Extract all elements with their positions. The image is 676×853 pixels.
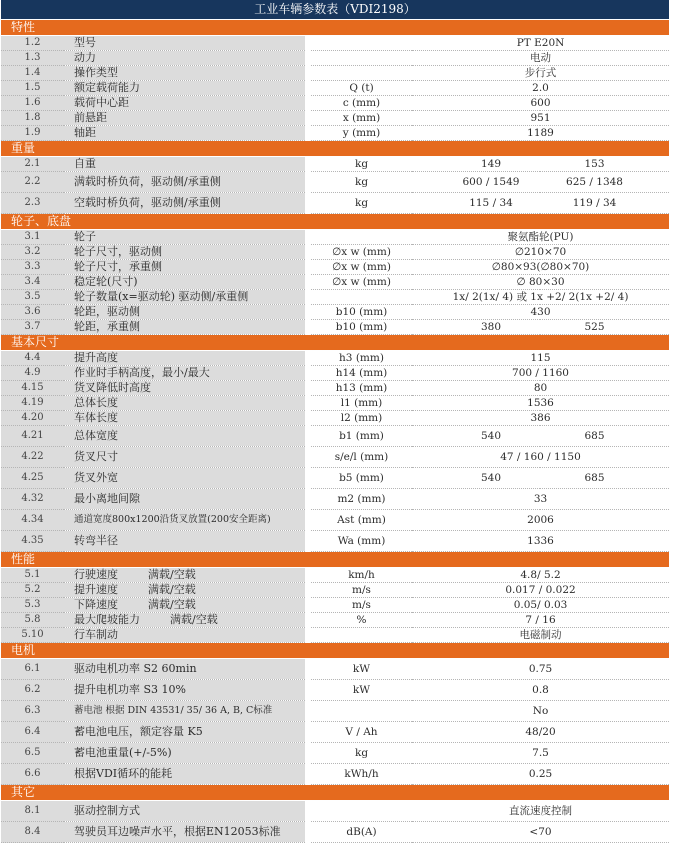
row-value-right: 685: [540, 426, 669, 447]
description-text: 货叉降低时高度: [74, 381, 151, 394]
description-condition: 满载/空载: [148, 598, 196, 611]
row-number: 4.21: [1, 426, 64, 447]
row-number: 1.5: [1, 81, 64, 96]
row-number: 5.2: [1, 583, 64, 598]
row-value: 2.0: [412, 81, 669, 96]
row-description: [64, 66, 308, 81]
row-unit: [308, 66, 412, 81]
row-number: 6.3: [1, 701, 64, 722]
row-number: 2.3: [1, 193, 64, 214]
section-header: [1, 643, 669, 659]
row-number: 4.35: [1, 531, 64, 552]
row-unit: m/s: [308, 598, 412, 613]
table-row: [1, 426, 669, 447]
row-number: 8.1: [1, 801, 64, 822]
row-description: [64, 320, 308, 335]
row-unit: [308, 701, 412, 722]
row-number: 3.7: [1, 320, 64, 335]
table-row: [1, 172, 669, 193]
row-value: 951: [412, 111, 669, 126]
description-text: 驾驶员耳边噪声水平，根据EN12053标准: [74, 825, 281, 838]
row-description: [64, 531, 308, 552]
row-unit: x (mm): [308, 111, 412, 126]
row-description: [64, 366, 308, 381]
row-value: ∅ 80×30: [412, 275, 669, 290]
description-text: 总体长度: [74, 396, 118, 409]
row-description: [64, 351, 308, 366]
table-row: [1, 822, 669, 843]
row-number: 6.2: [1, 680, 64, 701]
row-description: [64, 230, 308, 245]
row-unit: Q (t): [308, 81, 412, 96]
row-value-left: 115 / 34: [412, 193, 540, 214]
row-unit: h13 (mm): [308, 381, 412, 396]
table-row: [1, 680, 669, 701]
row-value-right: 119 / 34: [540, 193, 669, 214]
row-unit: kg: [308, 172, 412, 193]
table-row: [1, 126, 669, 141]
row-description: [64, 764, 308, 785]
description-text: 额定载荷能力: [74, 81, 140, 94]
section-title: 电机: [1, 643, 669, 659]
table-row: [1, 260, 669, 275]
description-text: 轮子尺寸，承重侧: [74, 260, 162, 273]
description-text: 轮子尺寸，驱动侧: [74, 245, 162, 258]
row-number: 4.15: [1, 381, 64, 396]
row-value-right: 685: [540, 468, 669, 489]
row-value: 0.75: [412, 659, 669, 680]
row-unit: [308, 628, 412, 643]
description-text: 货叉尺寸: [74, 450, 118, 463]
table-row: [1, 598, 669, 613]
row-unit: ∅x w (mm): [308, 245, 412, 260]
table-row: [1, 722, 669, 743]
table-row: [1, 36, 669, 51]
row-description: [64, 426, 308, 447]
row-number: 4.20: [1, 411, 64, 426]
description-text: 提升高度: [74, 351, 118, 364]
description-text: 作业时手柄高度，最小/最大: [74, 366, 210, 379]
row-number: 3.4: [1, 275, 64, 290]
row-value: 47 / 160 / 1150: [412, 447, 669, 468]
table-row: [1, 510, 669, 531]
row-value: 步行式: [412, 66, 669, 81]
table-row: [1, 81, 669, 96]
section-header: [1, 552, 669, 568]
table-row: [1, 659, 669, 680]
row-number: 4.25: [1, 468, 64, 489]
table-row: [1, 628, 669, 643]
section-header: [1, 335, 669, 351]
row-value: 0.8: [412, 680, 669, 701]
description-text: 车体长度: [74, 411, 118, 424]
table-row: [1, 613, 669, 628]
row-unit: kWh/h: [308, 764, 412, 785]
row-value: 7 / 16: [412, 613, 669, 628]
description-text: 最小离地间隙: [74, 492, 140, 505]
row-unit: ∅x w (mm): [308, 260, 412, 275]
row-description: [64, 822, 308, 843]
row-unit: Wa (mm): [308, 531, 412, 552]
row-number: 3.5: [1, 290, 64, 305]
row-number: 6.4: [1, 722, 64, 743]
row-number: 3.3: [1, 260, 64, 275]
row-number: 4.32: [1, 489, 64, 510]
row-unit: m/s: [308, 583, 412, 598]
row-unit: b5 (mm): [308, 468, 412, 489]
row-value-left: 540: [412, 426, 540, 447]
row-number: 6.1: [1, 659, 64, 680]
section-title: 其它: [1, 785, 669, 801]
row-unit: km/h: [308, 568, 412, 583]
row-description: [64, 701, 308, 722]
row-description: [64, 722, 308, 743]
row-value: 4.8/ 5.2: [412, 568, 669, 583]
row-value: 7.5: [412, 743, 669, 764]
row-description: [64, 743, 308, 764]
row-unit: kg: [308, 157, 412, 172]
description-text: 总体宽度: [74, 429, 118, 442]
row-description: [64, 583, 308, 598]
row-unit: [308, 230, 412, 245]
row-description: [64, 96, 308, 111]
row-value: 80: [412, 381, 669, 396]
row-value: 48/20: [412, 722, 669, 743]
table-row: [1, 411, 669, 426]
description-condition: 满载/空载: [170, 613, 218, 626]
row-unit: h3 (mm): [308, 351, 412, 366]
section-header: [1, 20, 669, 36]
row-description: [64, 305, 308, 320]
row-description: [64, 126, 308, 141]
row-description: [64, 260, 308, 275]
table-row: [1, 489, 669, 510]
row-number: 1.2: [1, 36, 64, 51]
row-description: [64, 680, 308, 701]
row-unit: [308, 801, 412, 822]
row-number: 5.1: [1, 568, 64, 583]
section-title: 特性: [1, 20, 669, 36]
row-description: [64, 275, 308, 290]
row-number: 5.3: [1, 598, 64, 613]
section-title: 性能: [1, 552, 669, 568]
row-number: 1.3: [1, 51, 64, 66]
row-unit: [308, 290, 412, 305]
row-value: 430: [412, 305, 669, 320]
row-description: [64, 468, 308, 489]
description-text: 满载时桥负荷，驱动侧/承重侧: [74, 175, 221, 188]
row-unit: V / Ah: [308, 722, 412, 743]
section-header: [1, 141, 669, 157]
description-text: 货叉外宽: [74, 471, 118, 484]
table-row: [1, 245, 669, 260]
table-row: [1, 157, 669, 172]
row-unit: c (mm): [308, 96, 412, 111]
row-description: [64, 193, 308, 214]
table-row: [1, 366, 669, 381]
row-value: <70: [412, 822, 669, 843]
row-description: [64, 411, 308, 426]
description-text: 轴距: [74, 126, 96, 139]
description-text: 转弯半径: [74, 534, 118, 547]
row-unit: dB(A): [308, 822, 412, 843]
row-description: [64, 613, 308, 628]
description-text: 轮子: [74, 230, 96, 243]
row-description: [64, 172, 308, 193]
description-text: 驱动电机功率 S2 60min: [74, 662, 197, 675]
row-unit: l1 (mm): [308, 396, 412, 411]
row-value-left: 540: [412, 468, 540, 489]
row-value: 0.25: [412, 764, 669, 785]
table-row: [1, 701, 669, 722]
row-description: [64, 510, 308, 531]
row-description: [64, 290, 308, 305]
table-row: [1, 230, 669, 245]
row-unit: %: [308, 613, 412, 628]
row-number: 1.4: [1, 66, 64, 81]
section-title: 轮子、底盘: [1, 214, 669, 230]
row-number: 4.4: [1, 351, 64, 366]
description-text: 轮距，承重侧: [74, 320, 140, 333]
row-unit: s/e/l (mm): [308, 447, 412, 468]
description-text: 稳定轮(尺寸): [74, 275, 138, 288]
table-row: [1, 351, 669, 366]
row-description: [64, 396, 308, 411]
table-row: [1, 290, 669, 305]
row-number: 1.6: [1, 96, 64, 111]
description-text: 提升速度: [74, 583, 118, 596]
row-description: [64, 111, 308, 126]
row-number: 4.34: [1, 510, 64, 531]
row-number: 3.6: [1, 305, 64, 320]
row-value: ∅80×93(∅80×70): [412, 260, 669, 275]
row-description: [64, 245, 308, 260]
table-row: [1, 568, 669, 583]
row-description: [64, 801, 308, 822]
row-unit: m2 (mm): [308, 489, 412, 510]
row-value: 0.05/ 0.03: [412, 598, 669, 613]
table-row: [1, 447, 669, 468]
table-row: [1, 468, 669, 489]
row-value-left: 380: [412, 320, 540, 335]
row-number: 1.9: [1, 126, 64, 141]
row-value-right: 153: [540, 157, 669, 172]
row-value: PT E20N: [412, 36, 669, 51]
row-value-left: 600 / 1549: [412, 172, 540, 193]
description-text: 操作类型: [74, 66, 118, 79]
description-text: 轮子数量(x=驱动轮) 驱动侧/承重侧: [74, 290, 249, 303]
row-number: 1.8: [1, 111, 64, 126]
table-row: [1, 275, 669, 290]
row-description: [64, 381, 308, 396]
table-row: [1, 743, 669, 764]
row-description: [64, 659, 308, 680]
row-value: 1189: [412, 126, 669, 141]
description-text: 根据VDI循环的能耗: [74, 767, 173, 780]
table-row: [1, 111, 669, 126]
description-text: 通道宽度800x1200沿货叉放置(200安全距离): [74, 514, 271, 525]
table-row: [1, 764, 669, 785]
row-value: 1536: [412, 396, 669, 411]
description-text: 蓄电池重量(+/-5%): [74, 746, 172, 759]
description-text: 前悬距: [74, 111, 107, 124]
row-description: [64, 489, 308, 510]
row-value: 33: [412, 489, 669, 510]
row-value: 直流速度控制: [412, 801, 669, 822]
row-value: No: [412, 701, 669, 722]
row-number: 6.5: [1, 743, 64, 764]
row-value: 600: [412, 96, 669, 111]
row-number: 4.9: [1, 366, 64, 381]
row-description: [64, 628, 308, 643]
row-description: [64, 447, 308, 468]
description-text: 最大爬坡能力: [74, 613, 140, 626]
row-number: 3.2: [1, 245, 64, 260]
row-number: 8.4: [1, 822, 64, 843]
row-description: [64, 598, 308, 613]
row-value: 1x/ 2(1x/ 4) 或 1x +2/ 2(1x +2/ 4): [412, 290, 669, 305]
row-description: [64, 36, 308, 51]
sheet-title: 工业车辆参数表（VDI2198）: [1, 0, 669, 19]
table-row: [1, 193, 669, 214]
row-unit: ∅x w (mm): [308, 275, 412, 290]
section-title: 基本尺寸: [1, 335, 669, 351]
row-unit: Ast (mm): [308, 510, 412, 531]
row-value: ∅210×70: [412, 245, 669, 260]
row-value: 电动: [412, 51, 669, 66]
row-number: 5.8: [1, 613, 64, 628]
table-row: [1, 396, 669, 411]
description-text: 型号: [74, 36, 96, 49]
spec-table: [1, 20, 669, 843]
description-text: 自重: [74, 157, 96, 170]
row-unit: kW: [308, 659, 412, 680]
table-row: [1, 320, 669, 335]
row-description: [64, 157, 308, 172]
row-unit: [308, 51, 412, 66]
row-unit: h14 (mm): [308, 366, 412, 381]
row-value: 386: [412, 411, 669, 426]
section-header: [1, 214, 669, 230]
description-text: 空载时桥负荷，驱动侧/承重侧: [74, 196, 221, 209]
description-text: 行车制动: [74, 628, 118, 641]
row-description: [64, 568, 308, 583]
row-unit: b10 (mm): [308, 305, 412, 320]
row-number: 4.19: [1, 396, 64, 411]
description-condition: 满载/空载: [148, 583, 196, 596]
row-value: 2006: [412, 510, 669, 531]
table-row: [1, 531, 669, 552]
table-row: [1, 51, 669, 66]
description-text: 轮距，驱动侧: [74, 305, 140, 318]
description-text: 蓄电池 根据 DIN 43531/ 35/ 36 A, B, C标准: [74, 705, 273, 716]
row-description: [64, 51, 308, 66]
description-text: 驱动控制方式: [74, 804, 140, 817]
row-number: 3.1: [1, 230, 64, 245]
description-condition: 满载/空载: [148, 568, 196, 581]
row-value: 1336: [412, 531, 669, 552]
section-header: [1, 785, 669, 801]
row-number: 6.6: [1, 764, 64, 785]
row-unit: l2 (mm): [308, 411, 412, 426]
row-unit: b10 (mm): [308, 320, 412, 335]
table-row: [1, 801, 669, 822]
description-text: 行驶速度: [74, 568, 118, 581]
description-text: 蓄电池电压，额定容量 K5: [74, 725, 203, 738]
table-row: [1, 381, 669, 396]
row-number: 4.22: [1, 447, 64, 468]
row-value: 电磁制动: [412, 628, 669, 643]
table-row: [1, 305, 669, 320]
row-value-left: 149: [412, 157, 540, 172]
row-value: 聚氨酯轮(PU): [412, 230, 669, 245]
row-number: 2.1: [1, 157, 64, 172]
row-value: 700 / 1160: [412, 366, 669, 381]
row-unit: y (mm): [308, 126, 412, 141]
table-row: [1, 96, 669, 111]
row-value: 0.017 / 0.022: [412, 583, 669, 598]
description-text: 动力: [74, 51, 96, 64]
row-value-right: 525: [540, 320, 669, 335]
section-title: 重量: [1, 141, 669, 157]
row-value-right: 625 / 1348: [540, 172, 669, 193]
description-text: 下降速度: [74, 598, 118, 611]
row-unit: kW: [308, 680, 412, 701]
row-number: 5.10: [1, 628, 64, 643]
row-unit: kg: [308, 743, 412, 764]
description-text: 载荷中心距: [74, 96, 129, 109]
row-value: 115: [412, 351, 669, 366]
row-description: [64, 81, 308, 96]
row-unit: b1 (mm): [308, 426, 412, 447]
table-row: [1, 66, 669, 81]
row-unit: kg: [308, 193, 412, 214]
description-text: 提升电机功率 S3 10%: [74, 683, 186, 696]
table-row: [1, 583, 669, 598]
row-number: 2.2: [1, 172, 64, 193]
row-unit: [308, 36, 412, 51]
